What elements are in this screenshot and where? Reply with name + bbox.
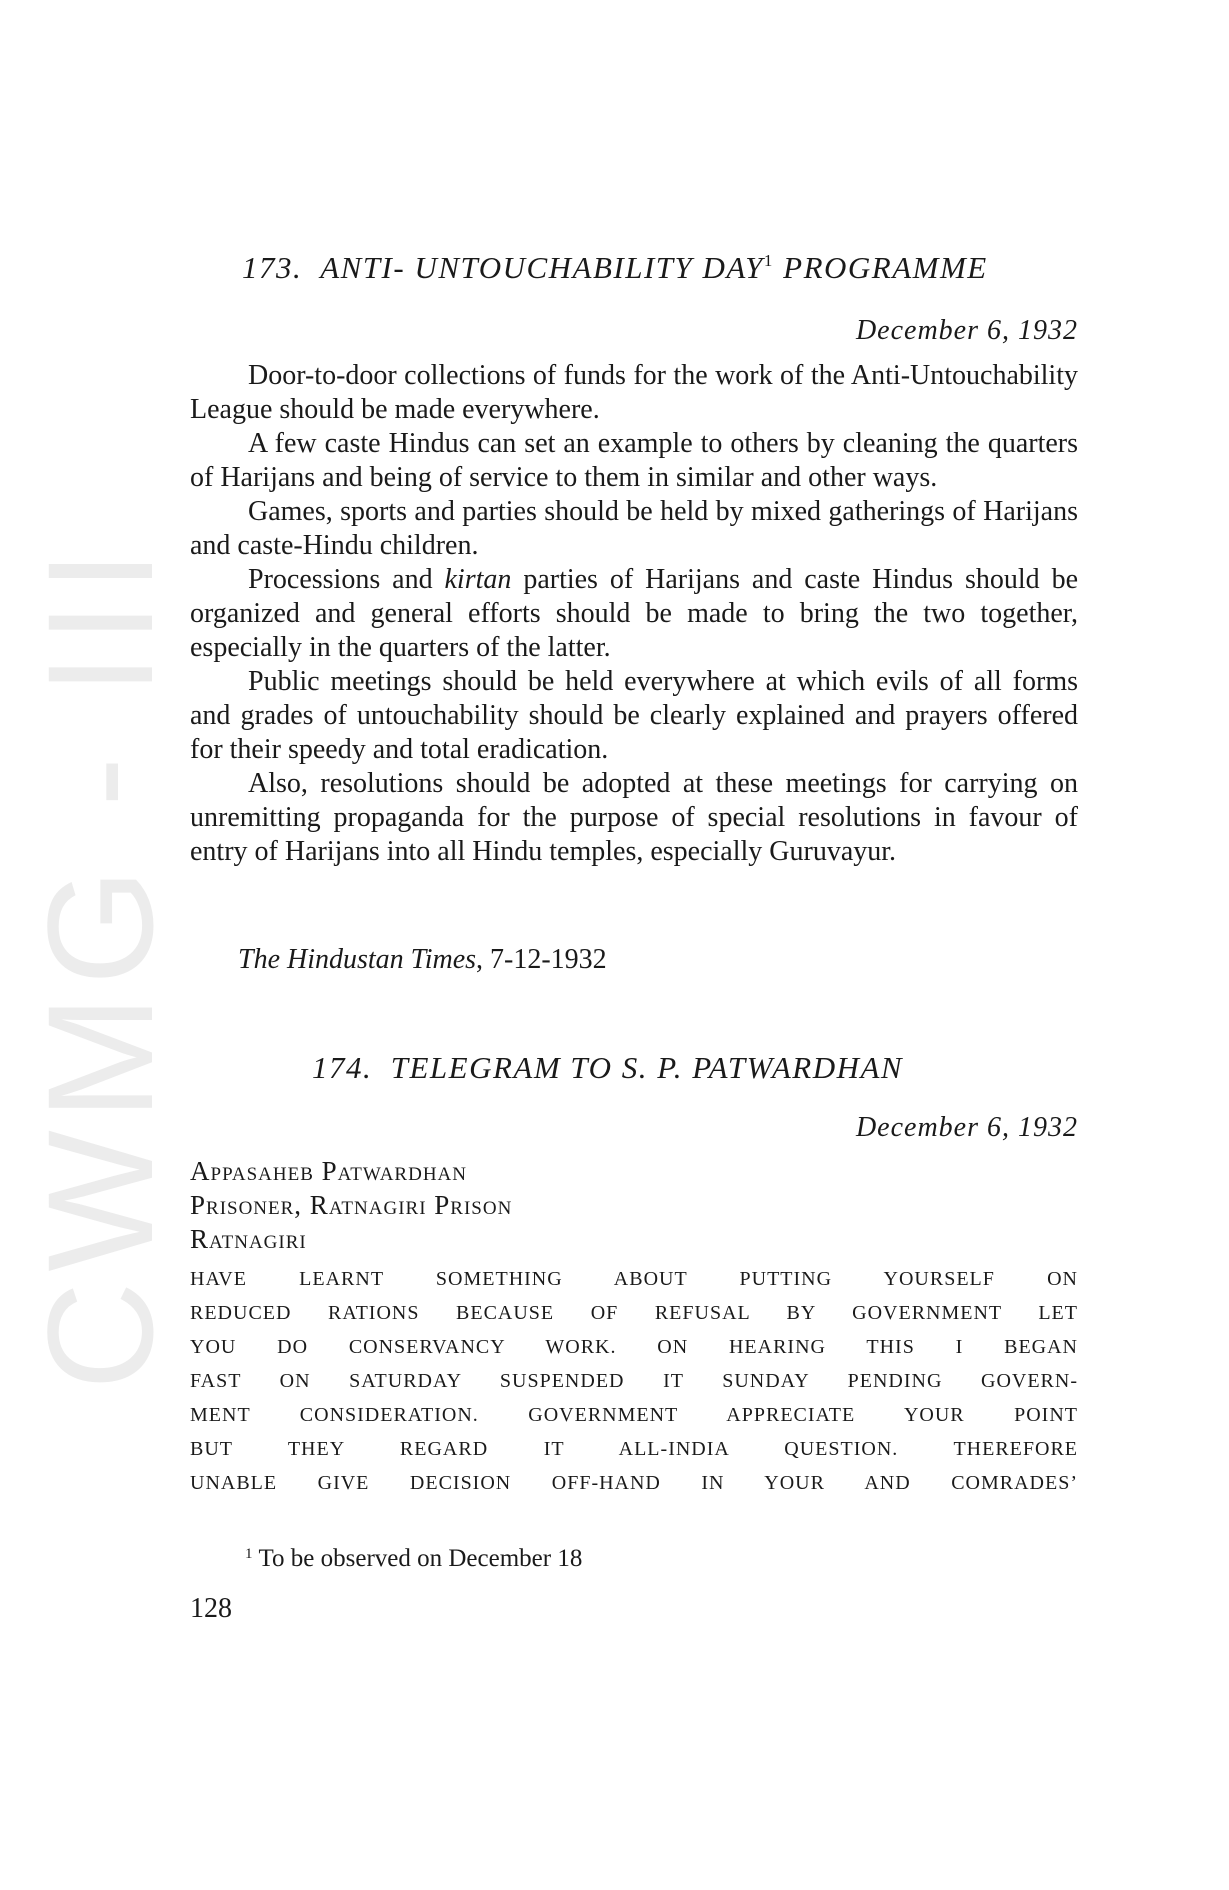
doc174-title: 174. TELEGRAM TO S. P. PATWARDHAN — [312, 1050, 904, 1085]
doc174-telegram-text — [190, 1262, 1078, 1500]
doc173-source — [238, 944, 607, 976]
telegram-line: MENT CONSIDERATION. GOVERNMENT APPRECIATE YOUR POINT — [190, 1404, 1078, 1426]
doc173-title-main: ANTI- UNTOUCHABILITY DAY — [320, 250, 764, 285]
footnote-mark: 1 — [245, 1546, 253, 1562]
doc173-title — [242, 250, 988, 286]
doc173-footnote-ref: 1 — [763, 251, 774, 270]
telegram-line: FAST ON SATURDAY SUSPENDED IT SUNDAY PENDING GOVERN- — [190, 1370, 1078, 1392]
doc173-paragraph-processions — [190, 563, 1078, 665]
doc173-title-suffix: PROGRAMME — [783, 250, 988, 285]
doc173-body — [190, 359, 1078, 869]
processions-text-before: Processions and — [248, 564, 445, 595]
page-number: 128 — [190, 1593, 232, 1624]
footnote — [245, 1545, 582, 1573]
doc173-paragraph: Games, sports and parties should be held by mixed gatherings of Harijans and caste-Hindu children. — [190, 496, 1078, 561]
kirtan-italic: kirtan — [444, 564, 512, 595]
telegram-line: HAVE LEARNT SOMETHING ABOUT PUTTING YOURSELF ON — [190, 1268, 1078, 1290]
doc173-paragraph: A few caste Hindus can set an example to others by cleaning the quarters of Harijans and being of service to them in similar and other ways. — [190, 428, 1078, 493]
processions-text-after: parties of Harijans and caste Hindus should be organized and general efforts should be made to bring the two together, especially in the quarters of the latter. — [190, 564, 1078, 663]
telegram-line: BUT THEY REGARD IT ALL-INDIA QUESTION. THEREFORE — [190, 1438, 1078, 1460]
address-line: Appasaheb Patwardhan — [190, 1156, 467, 1186]
telegram-line: YOU DO CONSERVANCY WORK. ON HEARING THIS I BEGAN — [190, 1336, 1078, 1358]
telegram-line: UNABLE GIVE DECISION OFF-HAND IN YOUR AND COMRADES’ — [190, 1472, 1078, 1494]
doc174-address — [190, 1154, 1078, 1256]
source-publication: The Hindustan Times — [238, 944, 477, 975]
address-line: Ratnagiri — [190, 1224, 307, 1254]
telegram-line: REDUCED RATIONS BECAUSE OF REFUSAL BY GOVERNMENT LET — [190, 1302, 1078, 1324]
address-line: Prisoner, Ratnagiri Prison — [190, 1190, 513, 1220]
source-date: , 7-12-1932 — [476, 944, 607, 975]
doc173-paragraph: Also, resolutions should be adopted at these meetings for carrying on unremitting propaganda for the purpose of special resolutions in favour of entry of Harijans into all Hindu temples, especially Guruvayur. — [190, 768, 1078, 867]
doc173-paragraph: Door-to-door collections of funds for the work of the Anti-Untouchability League should be made everywhere. — [190, 360, 1078, 425]
footnote-text: To be observed on December 18 — [258, 1545, 583, 1572]
doc173-date: December 6, 1932 — [855, 315, 1078, 346]
doc173-paragraph-public: Public meetings should be held everywhere at which evils of all forms and grades of untouchability should be clearly explained and prayers offered for their speedy and total eradication. — [190, 666, 1078, 765]
doc174-date: December 6, 1932 — [855, 1112, 1078, 1143]
doc173-title-number: 173. — [242, 250, 303, 285]
watermark: CWMG - III — [16, 540, 184, 1390]
